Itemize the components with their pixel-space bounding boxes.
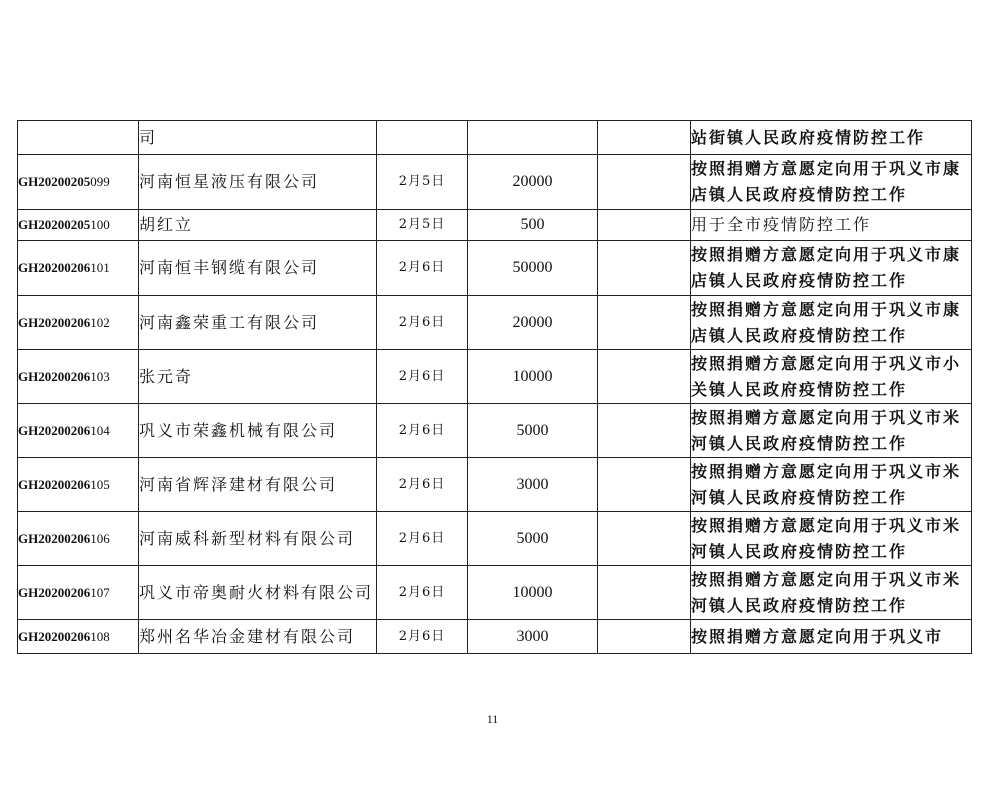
remark-cell bbox=[598, 404, 691, 458]
remark-cell bbox=[598, 155, 691, 210]
donation-date-cell: 2月6日 bbox=[377, 620, 468, 654]
donation-code-suffix: 105 bbox=[90, 476, 110, 492]
donation-date-cell bbox=[377, 121, 468, 155]
donation-code-suffix: 101 bbox=[90, 260, 110, 275]
donation-table bbox=[17, 120, 972, 654]
donation-code-cell bbox=[18, 350, 139, 404]
donation-code-cell bbox=[18, 210, 139, 241]
donation-code-prefix: GH20200206 bbox=[18, 314, 91, 330]
donation-code-prefix: GH20200206 bbox=[18, 476, 91, 492]
table-row bbox=[18, 620, 972, 654]
donation-date-cell: 2月6日 bbox=[377, 566, 468, 620]
donation-code-cell bbox=[18, 620, 139, 654]
remark-cell bbox=[598, 296, 691, 350]
remark-cell bbox=[598, 210, 691, 241]
remark-cell bbox=[598, 241, 691, 296]
usage-note-cell: 用于全市疫情防控工作 bbox=[691, 210, 972, 241]
donation-date-cell: 2月6日 bbox=[377, 350, 468, 404]
table-row bbox=[18, 404, 972, 458]
donation-code-suffix: 108 bbox=[90, 628, 110, 644]
usage-note-cell: 按照捐赠方意愿定向用于巩义市米河镇人民政府疫情防控工作 bbox=[691, 566, 972, 620]
table-row bbox=[18, 458, 972, 512]
donation-amount-cell: 20000 bbox=[468, 296, 598, 350]
remark-cell bbox=[598, 512, 691, 566]
donation-code-suffix: 103 bbox=[90, 368, 110, 384]
usage-note-cell: 按照捐赠方意愿定向用于巩义市康店镇人民政府疫情防控工作 bbox=[691, 296, 972, 350]
donation-code-cell bbox=[18, 566, 139, 620]
donation-code-suffix: 100 bbox=[90, 217, 110, 232]
donation-amount-cell: 50000 bbox=[468, 241, 598, 296]
donation-amount-cell: 20000 bbox=[468, 155, 598, 210]
donation-code-prefix: GH20200206 bbox=[18, 530, 91, 546]
donation-amount-cell: 5000 bbox=[468, 404, 598, 458]
donation-code-prefix: GH20200205 bbox=[18, 217, 91, 232]
donation-code-cell bbox=[18, 296, 139, 350]
donation-code-cell bbox=[18, 404, 139, 458]
donation-code-prefix: GH20200206 bbox=[18, 422, 91, 438]
donation-amount-cell: 500 bbox=[468, 210, 598, 241]
remark-cell bbox=[598, 350, 691, 404]
donation-amount-cell bbox=[468, 121, 598, 155]
donation-code-suffix: 104 bbox=[90, 422, 110, 438]
remark-cell bbox=[598, 121, 691, 155]
usage-note-cell: 按照捐赠方意愿定向用于巩义市小关镇人民政府疫情防控工作 bbox=[691, 350, 972, 404]
usage-note-cell: 按照捐赠方意愿定向用于巩义市康店镇人民政府疫情防控工作 bbox=[691, 241, 972, 296]
donation-code-suffix: 106 bbox=[90, 530, 110, 546]
usage-note-cell: 按照捐赠方意愿定向用于巩义市米河镇人民政府疫情防控工作 bbox=[691, 404, 972, 458]
donation-date-cell: 2月6日 bbox=[377, 512, 468, 566]
donor-name-cell: 河南鑫荣重工有限公司 bbox=[139, 296, 377, 350]
donor-name-cell: 河南威科新型材料有限公司 bbox=[139, 512, 377, 566]
table-row bbox=[18, 566, 972, 620]
donation-code-cell bbox=[18, 512, 139, 566]
donation-code-suffix: 099 bbox=[90, 174, 110, 189]
table-row bbox=[18, 241, 972, 296]
page-number: 11 bbox=[486, 712, 499, 726]
remark-cell bbox=[598, 566, 691, 620]
usage-note-cell: 按照捐赠方意愿定向用于巩义市康店镇人民政府疫情防控工作 bbox=[691, 155, 972, 210]
donation-date-cell: 2月6日 bbox=[377, 296, 468, 350]
donor-name-cell: 河南省辉泽建材有限公司 bbox=[139, 458, 377, 512]
donor-name-cell: 郑州名华冶金建材有限公司 bbox=[139, 620, 377, 654]
table-row bbox=[18, 350, 972, 404]
remark-cell bbox=[598, 458, 691, 512]
donor-name-cell: 巩义市荣鑫机械有限公司 bbox=[139, 404, 377, 458]
usage-note-cell: 按照捐赠方意愿定向用于巩义市米河镇人民政府疫情防控工作 bbox=[691, 458, 972, 512]
usage-note-cell: 按照捐赠方意愿定向用于巩义市 bbox=[691, 620, 972, 654]
donation-code-prefix: GH20200206 bbox=[18, 368, 91, 384]
table-row bbox=[18, 296, 972, 350]
donation-code-prefix: GH20200206 bbox=[18, 628, 91, 644]
donation-code-prefix: GH20200206 bbox=[18, 584, 91, 600]
donation-code-cell bbox=[18, 155, 139, 210]
donation-table-body bbox=[18, 121, 972, 654]
donation-amount-cell: 10000 bbox=[468, 566, 598, 620]
donation-code-cell bbox=[18, 241, 139, 296]
table-row bbox=[18, 210, 972, 241]
donation-code-cell bbox=[18, 458, 139, 512]
donation-date-cell: 2月6日 bbox=[377, 458, 468, 512]
table-row bbox=[18, 121, 972, 155]
donor-name-cell: 胡红立 bbox=[139, 210, 377, 241]
donation-amount-cell: 5000 bbox=[468, 512, 598, 566]
donation-code-prefix: GH20200206 bbox=[18, 260, 91, 275]
remark-cell bbox=[598, 620, 691, 654]
donation-date-cell: 2月6日 bbox=[377, 404, 468, 458]
usage-note-cell: 站街镇人民政府疫情防控工作 bbox=[691, 121, 972, 155]
donation-date-cell: 2月5日 bbox=[377, 155, 468, 210]
table-row bbox=[18, 512, 972, 566]
donor-name-cell: 河南恒星液压有限公司 bbox=[139, 155, 377, 210]
donor-name-cell: 河南恒丰钢缆有限公司 bbox=[139, 241, 377, 296]
donor-name-cell: 司 bbox=[139, 121, 377, 155]
donation-amount-cell: 3000 bbox=[468, 458, 598, 512]
donation-code-suffix: 102 bbox=[90, 314, 110, 330]
donation-amount-cell: 10000 bbox=[468, 350, 598, 404]
donation-code-prefix: GH20200205 bbox=[18, 174, 91, 189]
donation-date-cell: 2月6日 bbox=[377, 241, 468, 296]
usage-note-cell: 按照捐赠方意愿定向用于巩义市米河镇人民政府疫情防控工作 bbox=[691, 512, 972, 566]
table-row bbox=[18, 155, 972, 210]
donation-date-cell: 2月5日 bbox=[377, 210, 468, 241]
donation-amount-cell: 3000 bbox=[468, 620, 598, 654]
donor-name-cell: 张元奇 bbox=[139, 350, 377, 404]
donor-name-cell: 巩义市帝奥耐火材料有限公司 bbox=[139, 566, 377, 620]
donation-code-cell bbox=[18, 121, 139, 155]
donation-code-suffix: 107 bbox=[90, 584, 110, 600]
